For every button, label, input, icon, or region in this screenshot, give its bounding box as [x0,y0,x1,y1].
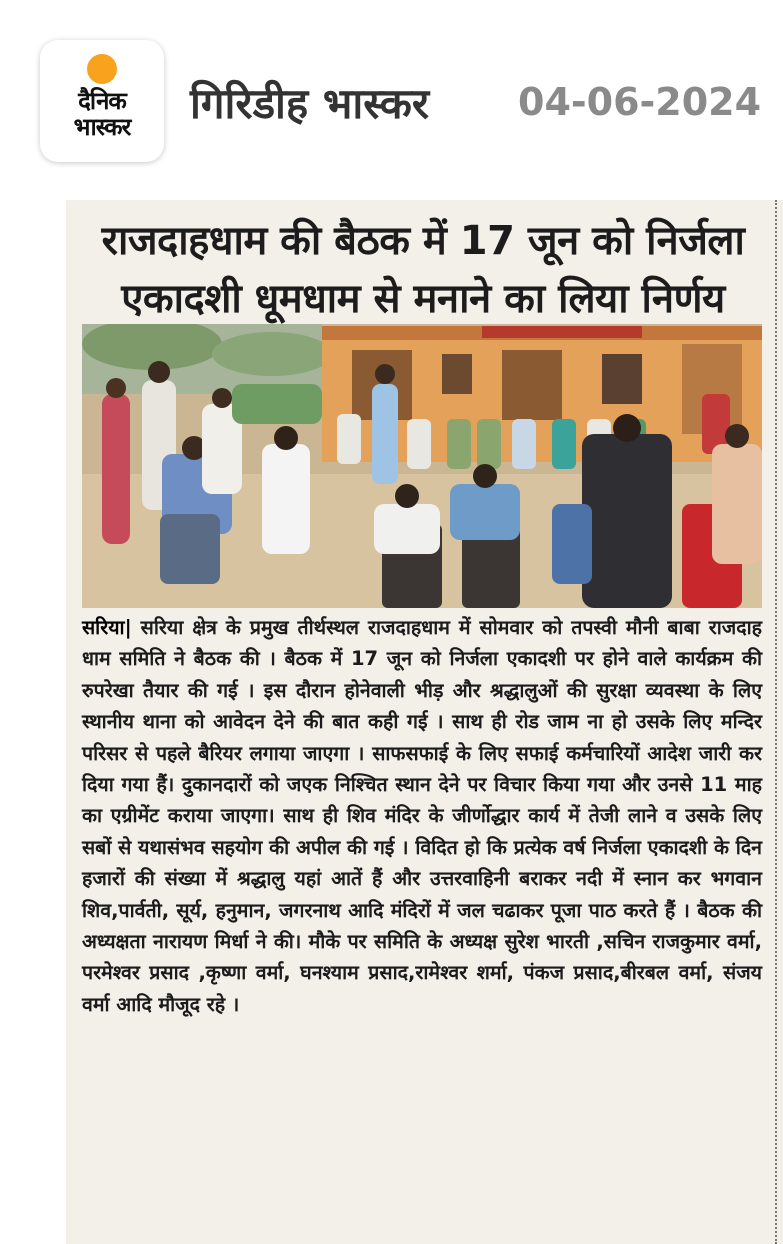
app-header [0,0,783,200]
meeting-photo[interactable] [82,324,762,608]
edition-date: 04-06-2024 [518,80,762,124]
article-dateline: सरिया| [82,616,132,639]
article-headline: राजदाहधाम की बैठक में 17 जून को निर्जला एकादशी धूमधाम से मनाने का लिया निर्णय [101,218,745,322]
meeting-photo-drawing [82,324,762,608]
dainik-bhaskar-logo[interactable] [40,40,164,162]
newspaper-clipping[interactable] [66,200,783,1244]
article-text: सरिया क्षेत्र के प्रमुख तीर्थस्थल राजदाहधाम में सोमवार को तपस्वी मौनी बाबा राजदाह धाम समिति ने बैठक की । बैठक में 17 जून को निर्जला एकादशी पर होने वाले कार्यक्रम की रुपरेखा तैयार की गई । इस दौरान होनेवाली भीड़ और श्रद्धालुओं की सुरक्षा व्यवस्था के लिए स्थानीय थाना को आवेदन देने की बात कही गई । साथ ही रोड जाम ना हो उसके लिए मन्दिर परिसर से पहले बैरियर लगाया जाएगा । साफसफाई के लिए सफाई कर्मचारियों आदेश जारी कर दिया गया हैं। दुकानदारों को जएक निश्चित स्थान देने पर विचार किया गया और उनसे 11 माह का एग्रीमेंट कराया जाएगा। साथ ही शिव मंदिर के जीर्णोद्धार कार्य में तेजी लाने व उसके लिए सबों से यथासंभव सहयोग की अपील की गई । विदित हो कि प्रत्येक वर्ष निर्जला एकादशी के दिन हजारों की संख्या में श्रद्धालु यहां आतें हैं और उत्तरवाहिनी बराकर नदी में स्नान कर भगवान शिव,पार्वती, सूर्य, हनुमान, जगरनाथ आदि मंदिरों में जल चढाकर पूजा पाठ करते हैं । बैठक की अध्यक्षता नारायण मिर्धा ने की। मौके पर समिति के अध्यक्ष सुरेश भारती ,सचिन राजकुमार वर्मा, परमेश्वर प्रसाद ,कृष्णा वर्मा, घनश्याम प्रसाद,रामेश्वर शर्मा, पंकज प्रसाद,बीरबल वर्मा, संजय वर्मा आदि मौजूद रहे । [82,616,762,1016]
article-body [82,612,762,1020]
edition-title: गिरिडीह भास्कर [190,79,430,128]
logo-wordmark [40,88,164,140]
logo-line-2: भास्कर [73,113,131,141]
logo-line-1: दैनिक [78,87,126,115]
sun-icon [87,54,117,84]
clip-dotted-border [775,200,777,1244]
